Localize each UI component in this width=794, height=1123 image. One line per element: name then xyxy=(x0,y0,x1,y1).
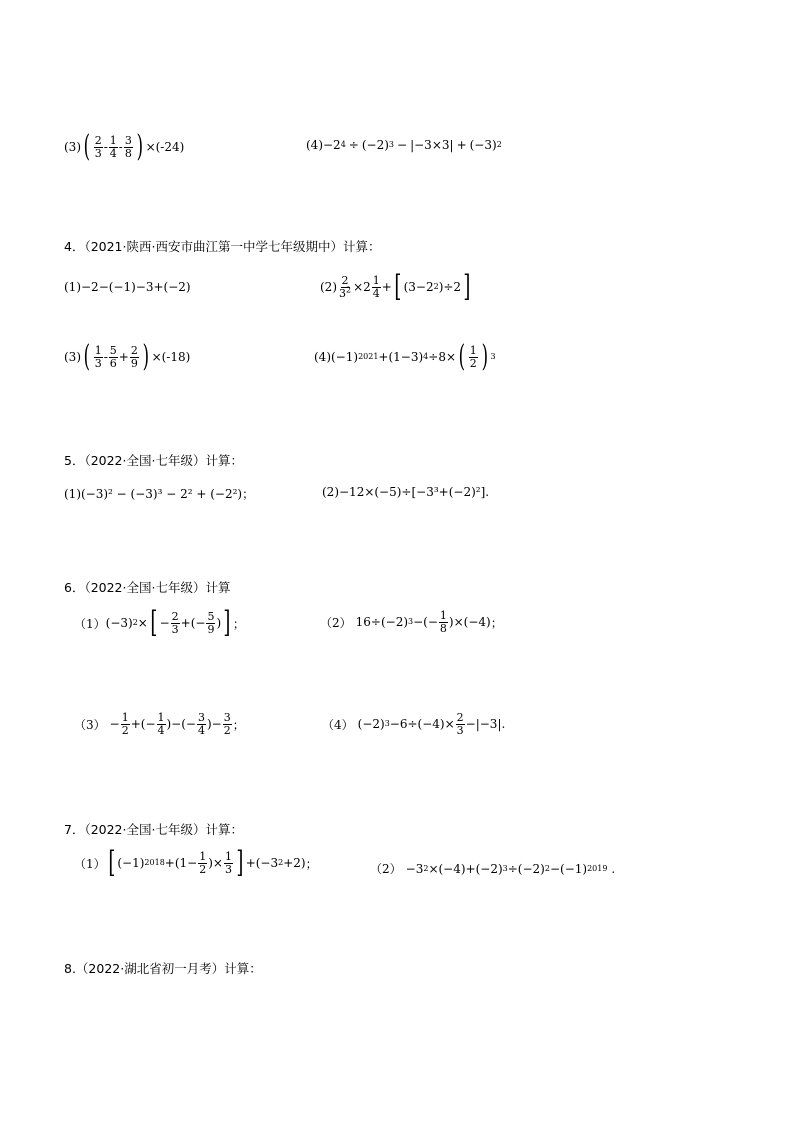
problem-3-3: (3) ( $\frac{2}{3}$ - $\frac{1}{4}$ - $\frac{3}{8}$ ) × (-24) xyxy=(64,129,185,164)
problem-4-2: (2) $\frac{2}{3^2}$ ×2 $\frac{1}{4}$ + [ (3−2 2 )÷2 ] xyxy=(320,269,471,304)
fraction: $\frac{3}{8}$ xyxy=(124,133,132,160)
question-8-heading: 8.（2022·湖北省初一月考）计算： xyxy=(64,961,262,976)
abs-bar: | xyxy=(410,138,415,152)
open-paren: ( xyxy=(83,129,91,164)
problem-4-1: (1)−2−(−1)−3+(−2) xyxy=(64,280,191,294)
question-4-heading: 4．（2021·陕西·西安市曲江第一中学七年级期中）计算： xyxy=(64,239,381,254)
question-6-heading: 6．（2022·全国·七年级）计算 xyxy=(64,580,231,595)
close-paren: ) xyxy=(136,129,143,164)
question-5-heading: 5．（2022·全国·七年级）计算： xyxy=(64,453,243,468)
abs-bar: | xyxy=(449,138,454,152)
problem-5-1: (1)(−3)² − (−3)³ − 2² + (−2²)； xyxy=(64,487,255,501)
problem-4-4: (4) (−1) 2021 +(1−3) 4 ÷8× ( $\frac{1}{2}$ ) 3 xyxy=(314,339,496,374)
fraction: $\frac{1}{4}$ xyxy=(109,133,117,160)
problem-7-2: （2） −3 2 ×(−4)+(−2) 3 ÷(−2) 2 −(−1) 2019 . xyxy=(370,861,616,876)
fraction: $\frac{2}{3}$ xyxy=(94,133,102,160)
question-7-heading: 7．（2022·全国·七年级）计算： xyxy=(64,822,243,837)
problem-label: (3) xyxy=(64,140,81,154)
problem-5-2: (2)−12×(−5)÷[−3³+(−2)²]. xyxy=(322,485,490,499)
problem-4-3: (3) ( $\frac{1}{3}$ - $\frac{5}{6}$ + $\frac{2}{9}$ ) ×(-18) xyxy=(64,339,191,374)
problem-3-4: (4) −2 4 ÷ (−2) 3 − | −3×3 | + (−3) 2 xyxy=(306,138,502,152)
problem-7-1: （1） [ (−1) 2018 +(1− $\frac{1}{2}$ )× $\frac{1}{3}$ ] +(−3 2 +2) ； xyxy=(74,845,318,880)
problem-6-1: （1） (−3) 2 × [ − $\frac{2}{3}$ +(− $\frac{5}{9}$ ) ] ； xyxy=(74,605,245,640)
problem-6-4: （4） (−2) 3 −6÷(−4)× $\frac{2}{3}$ −|−3| . xyxy=(322,711,506,737)
problem-6-3: （3） − $\frac{1}{2}$ +(− $\frac{1}{4}$ )−(− $\frac{3}{4}$ )− $\frac{3}{2}$ ； xyxy=(74,711,245,737)
problem-6-2: （2） 16÷(−2) 3 −(− $\frac{1}{8}$ )×(−4) ； xyxy=(320,609,503,635)
